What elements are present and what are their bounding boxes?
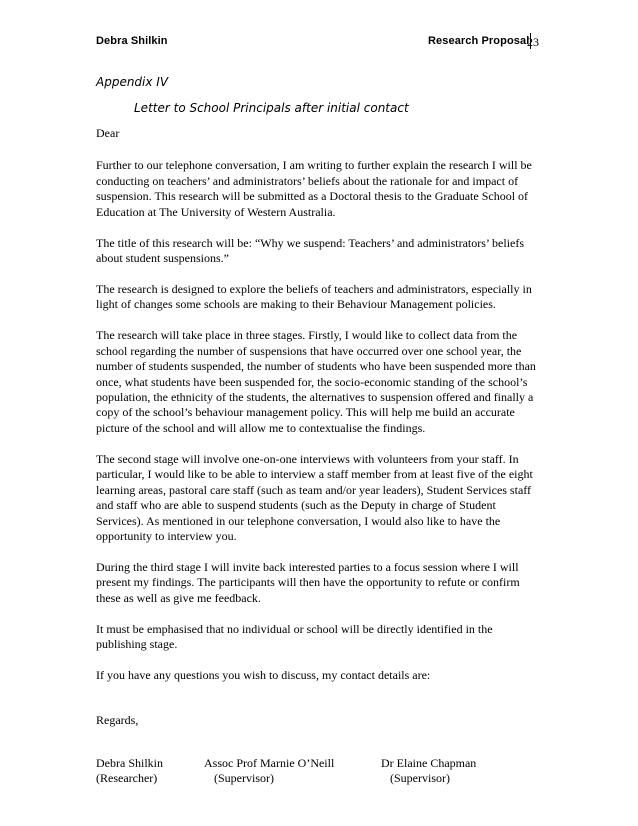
paragraph-stage-two: The second stage will involve one-on-one interviews with volunteers from your staff. In particular, I would like to be able to interview a staff member from at least five of the eight learning areas, pastoral care staff (such as team and/or year leaders), Student Services staff and staff who are able to suspend students (such as the Deputy in charge of Student Services). As mentioned in our telephone conversation, I would also like to have the opportunity to interview you. (96, 451, 533, 543)
letter-body (96, 126, 544, 790)
closing: Regards, (96, 712, 139, 727)
signatory-role: (Supervisor) (390, 771, 450, 786)
signatory-researcher (96, 756, 163, 787)
signature-block (96, 756, 544, 790)
signatory-role: (Supervisor) (214, 771, 274, 786)
signatory-name: Debra Shilkin (96, 755, 163, 770)
paragraph-contact: If you have any questions you wish to discuss, my contact details are: (96, 668, 431, 683)
paragraph-anonymity: It must be emphasised that no individual or school will be directly identified in the publishing stage. (96, 621, 493, 652)
signatory-name: Assoc Prof Marnie O’Neill (204, 755, 335, 770)
page-number: 23 (527, 35, 539, 49)
paragraph-stage-three: During the third stage I will invite back interested parties to a focus session where I will present my findings. The participants will then have the opportunity to refute or confirm these as well as give me feedback. (96, 559, 520, 605)
signatory-supervisor-1 (204, 756, 334, 787)
signatory-supervisor-2 (381, 756, 476, 787)
letter-title: Letter to School Principals after initial contact (134, 101, 409, 115)
salutation: Dear (96, 126, 120, 140)
paragraph-title: The title of this research will be: “Why we suspend: Teachers’ and administrators’ beliefs about student suspensions.” (96, 235, 525, 266)
paragraph-stage-one: The research will take place in three stages. Firstly, I would like to collect data from the school regarding the number of suspensions that have occurred over one school year, the number of students suspended, the number of students who have been suspended more than once, what students have been suspended for, the socio-economic standing of the school’s population, the ethnicity of the students, the alternatives to suspension offered and finally a copy of the school’s behaviour management policy. This will help me build an accurate picture of the school and will allow me to contextualise the findings. (96, 328, 536, 435)
paragraph-design: The research is designed to explore the beliefs of teachers and administrators, especially in light of changes some schools are making to their Behaviour Management policies. (96, 282, 532, 312)
signatory-name: Dr Elaine Chapman (381, 755, 477, 770)
header-author: Debra Shilkin (96, 35, 168, 47)
paragraph-intro: Further to our telephone conversation, I am writing to further explain the research I will be conducting on teachers’ and administrators’ beliefs about the rationale for and impact of suspension. This research will be submitted as a Doctoral thesis to the Graduate School of Education at The University of Western Australia. (96, 158, 532, 219)
header-document-title: Research Proposal (428, 35, 530, 47)
signatory-role: (Researcher) (96, 771, 158, 786)
appendix-title: Appendix IV (96, 75, 169, 89)
